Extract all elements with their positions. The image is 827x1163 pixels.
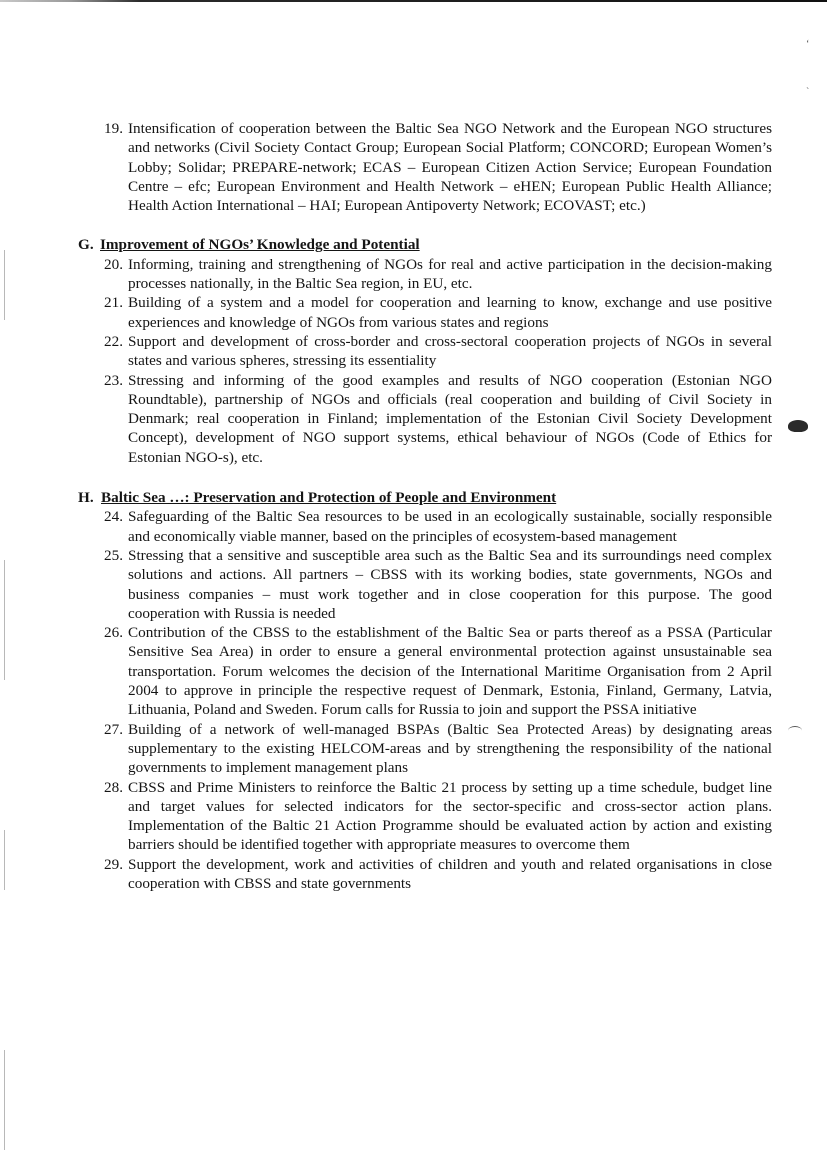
item-text: Building of a system and a model for cooperation and learning to know, exchange and use positive experiences and knowledge of NGOs from various states and regions (128, 294, 772, 331)
section-title: Improvement of NGOs’ Knowledge and Potential (100, 236, 420, 254)
item-text: Support the development, work and activities of children and youth and related organisations in close cooperation with CBSS and state governments (128, 855, 772, 892)
item-text: CBSS and Prime Ministers to reinforce the Baltic 21 process by setting up a time schedule, budget line and target values for selected indicators for the sector-specific and cross-sector action plans. Implementation of the Baltic 21 Action Programme should be evaluated action by action and existing barriers should be identified together with appropriate measures to overcome them (128, 778, 772, 854)
list-item (78, 332, 772, 371)
section-letter: H. (78, 489, 94, 507)
list-item (78, 855, 772, 894)
list-item (78, 371, 772, 467)
list-item (78, 293, 772, 332)
document-page (78, 119, 772, 893)
list-item (78, 720, 772, 778)
item-number: 22. (104, 332, 123, 350)
item-text: Informing, training and strengthening of NGOs for real and active participation in the decision-making processes nationally, in the Baltic Sea region, in EU, etc. (128, 255, 772, 293)
numbered-list (78, 119, 772, 215)
item-number: 27. (104, 720, 123, 738)
section-heading (78, 488, 772, 507)
section-heading (78, 235, 772, 254)
item-number: 19. (104, 120, 123, 137)
list-item (78, 255, 772, 294)
item-number: 28. (104, 778, 123, 796)
scan-speck: ˋ (806, 87, 810, 98)
section-title: Baltic Sea …: Preservation and Protection of People and Environment (101, 489, 557, 507)
scan-ink-curl (788, 726, 802, 735)
item-text: Building of a network of well-managed BSPAs (Baltic Sea Protected Areas) by designating areas supplementary to the existing HELCOM-areas and by strengthening the responsibility of the national governments to implement management plans (128, 720, 772, 777)
scan-margin-mark (4, 560, 5, 680)
scan-speck: ʻ (806, 39, 810, 50)
scan-margin-mark (4, 250, 5, 320)
item-number: 29. (104, 855, 123, 873)
item-number: 26. (104, 624, 123, 642)
section-ngo-cooperation (78, 119, 772, 215)
item-number: 25. (104, 546, 123, 564)
item-number: 23. (104, 371, 123, 389)
item-text: Stressing and informing of the good examples and results of NGO cooperation (Estonian NGO Roundtable), partnership of NGOs and officials (real cooperation and building of Civil Society in Denmark; real cooperation in Finland; implementation of the Estonian Civil Society Development Concept), development of NGO support systems, ethical behaviour of NGOs (Code of Ethics for Estonian NGO-s), etc. (128, 371, 772, 466)
scan-margin-mark (4, 1050, 5, 1150)
scan-ink-blot (788, 420, 808, 432)
section-h (78, 488, 772, 893)
section-letter: G. (78, 236, 94, 254)
item-text: Safeguarding of the Baltic Sea resources to be used in an ecologically sustainable, socially responsible and economically viable manner, based on the principles of ecosystem-based management (128, 508, 772, 545)
list-item (78, 778, 772, 855)
scan-margin-mark (4, 830, 5, 890)
item-number: 20. (104, 255, 123, 273)
numbered-list (78, 507, 772, 893)
item-text: Intensification of cooperation between the Baltic Sea NGO Network and the European NGO structures and networks (Civil Society Contact Group; European Social Platform; CONCORD; European Women’s Lobby; Solidar; PREPARE-network; ECAS – European Citizen Action Service; European Foundation Centre – efc; European Environment and Health Network – eHEN; European Public Health Alliance; Health Action International – HAI; European Antipoverty Network; ECOVAST; etc.) (128, 120, 772, 215)
item-number: 24. (104, 508, 123, 526)
item-text: Support and development of cross-border and cross-sectoral cooperation projects of NGOs in several states and various spheres, stressing its essentiality (128, 332, 772, 370)
scan-top-edge (0, 0, 827, 2)
list-item (78, 546, 772, 623)
list-item (78, 119, 772, 215)
item-text: Stressing that a sensitive and susceptible area such as the Baltic Sea and its surroundings need complex solutions and actions. All partners – CBSS with its working bodies, state governments, NGOs and business companies – must work together and in close cooperation for this purpose. The good cooperation with Russia is needed (128, 546, 772, 622)
list-item (78, 507, 772, 546)
section-g (78, 235, 772, 467)
numbered-list (78, 255, 772, 467)
item-number: 21. (104, 294, 123, 312)
list-item (78, 623, 772, 719)
item-text: Contribution of the CBSS to the establishment of the Baltic Sea or parts thereof as a PSSA (Particular Sensitive Sea Area) in order to ensure a general environmental protection against unsustainable sea transportation. Forum welcomes the decision of the International Maritime Organisation from 2 April 2004 to approve in principle the respective request of Denmark, Estonia, Finland, Germany, Latvia, Lithuania, Poland and Sweden. Forum calls for Russia to join and support the PSSA initiative (128, 624, 772, 719)
